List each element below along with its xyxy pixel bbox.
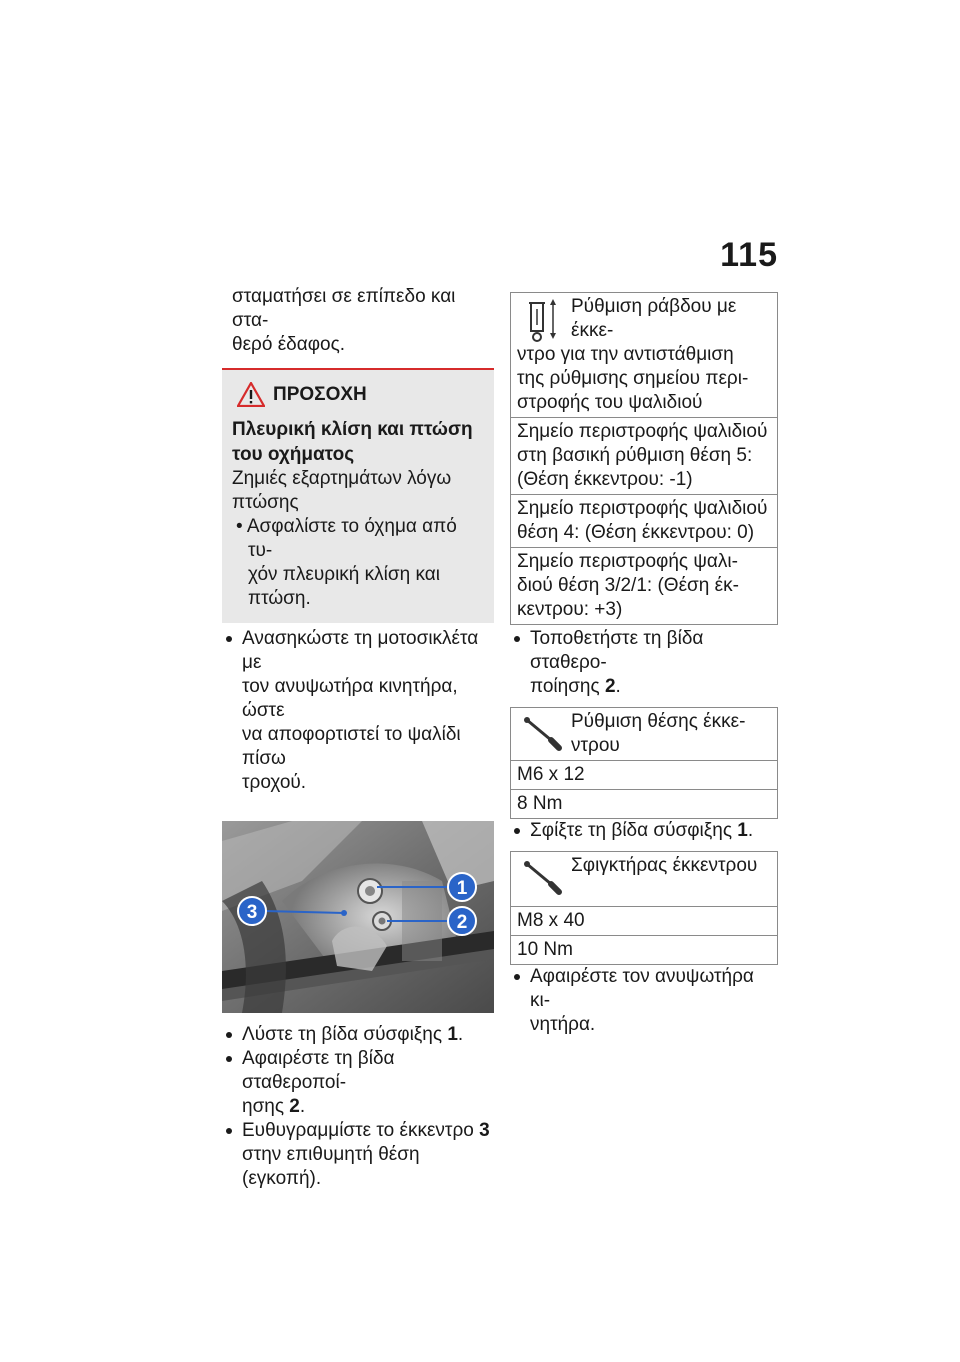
table-row: 10 Nm xyxy=(511,936,778,965)
table-header-line: Σφιγκτήρας έκκεντρου xyxy=(571,855,758,876)
callout-2: 2 xyxy=(456,912,468,933)
intro-line: σταματήσει σε επίπεδο και στα- xyxy=(232,286,456,331)
table-header-line: Ρύθμιση ράβδου με έκκε- xyxy=(571,296,737,341)
step-line: ησης xyxy=(242,1096,290,1117)
eccentric-position-table xyxy=(510,707,778,819)
step-ref: 1 xyxy=(447,1024,458,1045)
intro-line: θερό έδαφος. xyxy=(232,334,346,355)
table-header-line: της ρύθμισης σημείου περι- xyxy=(517,368,749,389)
torque-wrench-icon xyxy=(521,712,565,758)
step-line: Αφαιρέστε τη βίδα σταθεροποί- xyxy=(242,1048,395,1093)
swingarm-photo xyxy=(222,821,494,1013)
step-ref: 2 xyxy=(289,1096,300,1117)
table-row xyxy=(511,495,778,548)
step-align-eccentric xyxy=(222,1119,494,1191)
step-ref: 1 xyxy=(737,820,748,841)
step-tighten-clamp-screw: Σφίξτε τη βίδα σύσφιξης 1. xyxy=(510,819,778,843)
step-text: Λύστε τη βίδα σύσφιξης xyxy=(242,1024,448,1045)
table-header-line: Ρύθμιση θέσης έκκε- xyxy=(571,711,746,732)
step-line: στην επιθυμητή θέση (εγκοπή). xyxy=(242,1144,420,1189)
warning-text xyxy=(232,467,484,515)
warning-subtitle-line: Πλευρική κλίση και πτώση xyxy=(232,419,473,440)
left-column xyxy=(222,285,494,1191)
step-line: Ανασηκώστε τη μοτοσικλέτα με xyxy=(242,628,479,673)
measuring-gauge-icon xyxy=(521,297,565,343)
step-line: ποίησης xyxy=(530,676,605,697)
table-row xyxy=(511,548,778,625)
warning-text-line: Ζημιές εξαρτημάτων λόγω xyxy=(232,468,452,489)
callout-3: 3 xyxy=(246,902,258,923)
eccentric-clamp-table xyxy=(510,851,778,965)
warning-subtitle xyxy=(232,417,484,467)
table-row xyxy=(511,418,778,495)
table-cell-line: Σημείο περιστροφής ψαλιδιού xyxy=(517,498,768,519)
step-ref: 2 xyxy=(604,676,616,697)
warning-text-line: πτώσης xyxy=(232,492,299,513)
step-loosen-clamp-screw: Λύστε τη βίδα σύσφιξης 1. xyxy=(222,1023,494,1047)
right-column xyxy=(510,292,778,1037)
step-line: Αφαιρέστε τον ανυψωτήρα κι- xyxy=(530,966,754,1011)
warning-label: ΠΡΟΣΟΧΗ xyxy=(273,383,367,405)
warning-item-line: • Ασφαλίστε το όχημα από τυ- xyxy=(236,516,457,561)
table-cell-line: στη βασική ρύθμιση θέση 5: xyxy=(517,445,753,466)
step-install-stabilizer-screw: Τοποθετήστε τη βίδα σταθερο- ποίησης 2. xyxy=(510,627,778,699)
warning-header xyxy=(232,382,484,407)
step-line: Τοποθετήστε τη βίδα σταθερο- xyxy=(530,628,704,673)
table-row: M6 x 12 xyxy=(511,761,778,790)
intro-text xyxy=(222,285,494,357)
table-header xyxy=(511,708,778,761)
page-number: 115 xyxy=(720,236,778,274)
torque-wrench-icon xyxy=(521,856,565,902)
step-remove-lift xyxy=(510,965,778,1037)
step-line: Ευθυγραμμίστε το έκκεντρο xyxy=(242,1120,480,1141)
warning-triangle-icon xyxy=(237,382,265,407)
step-line: τροχού. xyxy=(242,772,307,793)
table-header xyxy=(511,293,778,418)
table-header xyxy=(511,852,778,907)
table-cell-line: κεντρου: +3) xyxy=(517,599,623,620)
table-row: 8 Nm xyxy=(511,790,778,819)
step-text: Σφίξτε τη βίδα σύσφιξης xyxy=(530,820,738,841)
warning-subtitle-line: του οχήματος xyxy=(232,444,355,465)
warning-item xyxy=(232,515,484,611)
step-line: νητήρα. xyxy=(530,1014,596,1035)
step-ref: 3 xyxy=(479,1120,490,1141)
table-cell-line: διού θέση 3/2/1: (Θέση έκ- xyxy=(517,575,739,596)
warning-box xyxy=(222,370,494,623)
table-header-line: ντρο για την αντιστάθμιση xyxy=(517,344,734,365)
eccentric-adjustment-table xyxy=(510,292,778,625)
step-remove-stabilizer-screw: Αφαιρέστε τη βίδα σταθεροποί- ησης 2. xyxy=(222,1047,494,1119)
table-header-line: ντρου xyxy=(571,735,620,756)
table-cell-line: Σημείο περιστροφής ψαλιδιού xyxy=(517,421,768,442)
table-header-line: στροφής του ψαλιδιού xyxy=(517,392,703,413)
table-cell-line: θέση 4: (Θέση έκκεντρου: 0) xyxy=(517,522,755,543)
step-line: να αποφορτιστεί το ψαλίδι πίσω xyxy=(242,724,461,769)
table-row: M8 x 40 xyxy=(511,907,778,936)
warning-item-line: χόν πλευρική κλίση και πτώση. xyxy=(248,564,440,609)
table-cell-line: (Θέση έκκεντρου: -1) xyxy=(517,469,693,490)
table-cell-line: Σημείο περιστροφής ψαλι- xyxy=(517,551,738,572)
step-line: τον ανυψωτήρα κινητήρα, ώστε xyxy=(242,676,458,721)
step-lift-motorcycle xyxy=(222,627,494,795)
callout-1: 1 xyxy=(456,878,468,899)
